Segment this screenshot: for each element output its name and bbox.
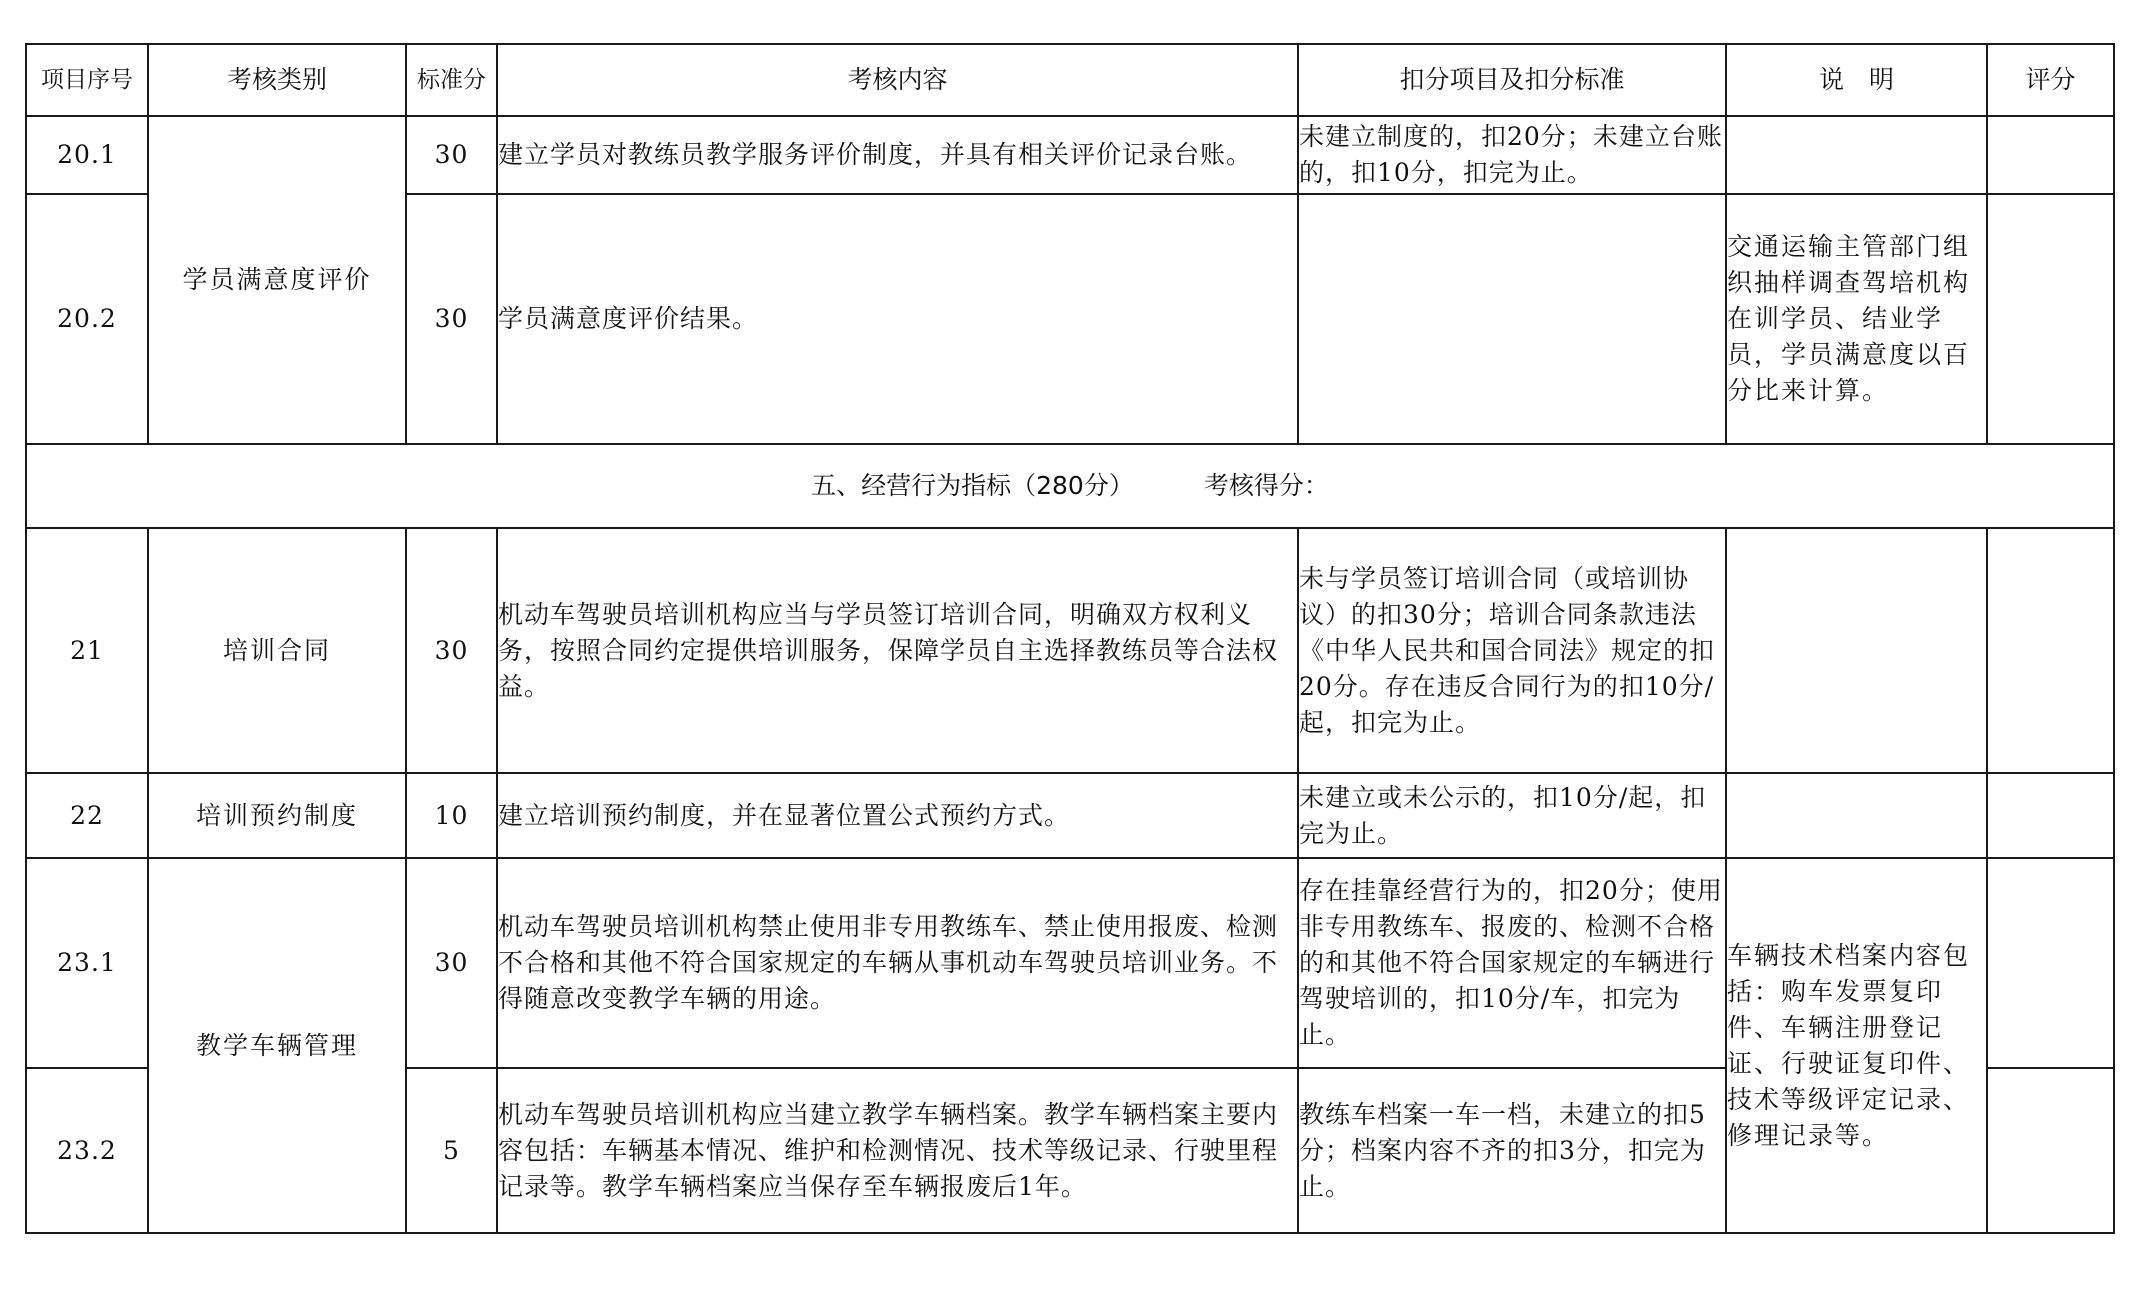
deduction-cell: 未建立制度的，扣20分；未建立台账的，扣10分，扣完为止。 [1298,116,1726,194]
category-cell: 培训预约制度 [148,773,406,858]
deduction-cell: 未与学员签订培训合同（或培训协议）的扣30分；培训合同条款违法《中华人民共和国合同法》规定的扣20分。存在违反合同行为的扣10分/起，扣完为止。 [1298,528,1726,773]
category-cell: 学员满意度评价 [148,116,406,444]
rating-cell[interactable] [1987,773,2114,858]
content-cell: 建立培训预约制度，并在显著位置公式预约方式。 [497,773,1298,858]
deduction-cell: 未建立或未公示的，扣10分/起，扣完为止。 [1298,773,1726,858]
deduction-cell [1298,194,1726,444]
rating-cell[interactable] [1987,116,2114,194]
deduction-cell: 教练车档案一车一档，未建立的扣5分；档案内容不齐的扣3分，扣完为止。 [1298,1068,1726,1233]
content-cell: 建立学员对教练员教学服务评价制度，并具有相关评价记录台账。 [497,116,1298,194]
deduction-cell: 存在挂靠经营行为的，扣20分；使用非专用教练车、报废的、检测不合格的和其他不符合国家规定的车辆进行驾驶培训的，扣10分/车，扣完为止。 [1298,858,1726,1068]
row-id: 22 [26,773,148,858]
note-cell: 交通运输主管部门组织抽样调查驾培机构在训学员、结业学员，学员满意度以百分比来计算。 [1726,194,1987,444]
rating-cell[interactable] [1987,1068,2114,1233]
section-row [26,444,2114,528]
header-id: 项目序号 [26,44,148,116]
rating-cell[interactable] [1987,858,2114,1068]
rating-cell[interactable] [1987,194,2114,444]
header-rating: 评分 [1987,44,2114,116]
table-row [26,528,2114,773]
content-cell: 机动车驾驶员培训机构禁止使用非专用教练车、禁止使用报废、检测不合格和其他不符合国家规定的车辆从事机动车驾驶员培训业务。不得随意改变教学车辆的用途。 [497,858,1298,1068]
category-cell: 教学车辆管理 [148,858,406,1233]
row-id: 23.1 [26,858,148,1068]
row-score: 30 [406,116,497,194]
row-score: 5 [406,1068,497,1233]
rating-cell[interactable] [1987,528,2114,773]
note-cell [1726,116,1987,194]
row-id: 23.2 [26,1068,148,1233]
note-cell [1726,773,1987,858]
header-row [26,44,2114,116]
table-row [26,773,2114,858]
table-row [26,858,2114,1068]
section-header [26,444,2114,528]
content-cell: 机动车驾驶员培训机构应当建立教学车辆档案。教学车辆档案主要内容包括：车辆基本情况、维护和检测情况、技术等级记录、行驶里程记录等。教学车辆档案应当保存至车辆报废后1年。 [497,1068,1298,1233]
header-content: 考核内容 [497,44,1298,116]
table-row [26,116,2114,194]
row-score: 30 [406,194,497,444]
row-score: 10 [406,773,497,858]
content-cell: 机动车驾驶员培训机构应当与学员签订培训合同，明确双方权利义务，按照合同约定提供培训服务，保障学员自主选择教练员等合法权益。 [497,528,1298,773]
note-cell [1726,528,1987,773]
row-id: 20.2 [26,194,148,444]
section-title: 五、经营行为指标（280分） [811,471,1134,500]
header-note: 说 明 [1726,44,1987,116]
row-score: 30 [406,858,497,1068]
section-score-label: 考核得分： [1203,471,1329,500]
header-category: 考核类别 [148,44,406,116]
category-cell: 培训合同 [148,528,406,773]
header-deduction: 扣分项目及扣分标准 [1298,44,1726,116]
row-score: 30 [406,528,497,773]
content-cell: 学员满意度评价结果。 [497,194,1298,444]
note-cell: 车辆技术档案内容包括：购车发票复印件、车辆注册登记证、行驶证复印件、技术等级评定记录、修理记录等。 [1726,858,1987,1233]
row-id: 20.1 [26,116,148,194]
assessment-table [25,43,2115,1234]
row-id: 21 [26,528,148,773]
header-score: 标准分 [406,44,497,116]
